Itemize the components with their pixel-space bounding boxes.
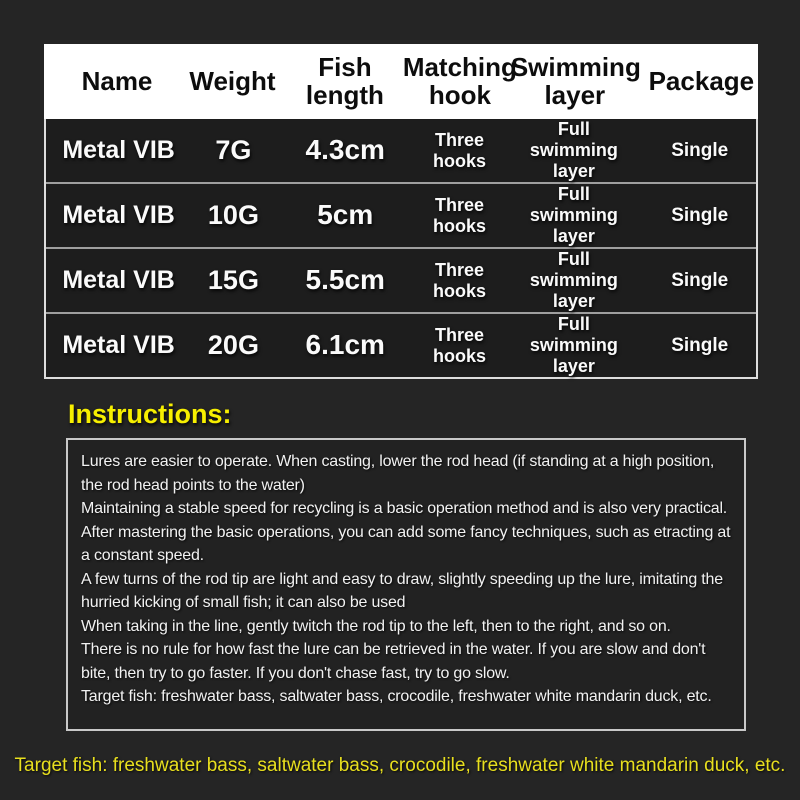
cell-text: Full swimming layer — [529, 249, 618, 311]
spec-table — [44, 44, 758, 379]
cell-weight — [191, 135, 275, 166]
instruction-paragraph: When taking in the line, gently twitch the rod tip to the left, then to the right, and so on. — [81, 617, 671, 635]
cell-swimming-layer — [504, 119, 643, 181]
cell-matching-hook — [415, 325, 504, 366]
cell-fish-length — [276, 329, 415, 361]
cell-text: Three hooks — [433, 259, 487, 301]
cell-text: Single — [671, 269, 729, 291]
table-row — [46, 184, 756, 249]
cell-fish-length — [276, 199, 415, 231]
instruction-paragraph: Target fish: freshwater bass, saltwater bass, crocodile, freshwater white mandarin duck, etc. — [81, 688, 712, 705]
cell-text: Metal VIB — [62, 266, 175, 295]
cell-name — [46, 331, 191, 360]
table-row — [46, 314, 756, 377]
spec-table-header — [44, 44, 758, 119]
cell-text: Three hooks — [433, 194, 487, 236]
cell-matching-hook — [415, 130, 504, 171]
cell-fish-length — [276, 264, 415, 296]
cell-weight — [191, 200, 275, 231]
header-label-name: Name — [81, 65, 153, 96]
cell-text: 10G — [207, 199, 259, 230]
cell-text: Full swimming layer — [529, 119, 618, 181]
cell-text: Single — [671, 139, 729, 161]
header-cell-fish-length — [275, 54, 415, 109]
instruction-paragraph: There is no rule for how fast the lure can be retrieved in the water. If you are slow and don't bite, then try to go faster. If you don't chase fast, try to go slow. — [81, 641, 706, 682]
cell-text: Single — [671, 204, 729, 226]
header-cell-swimming-layer — [505, 54, 645, 109]
cell-text: Full swimming layer — [529, 314, 618, 376]
cell-text: Three hooks — [433, 324, 487, 366]
cell-text: Metal VIB — [62, 331, 175, 360]
cell-text: Full swimming layer — [529, 184, 618, 246]
instruction-paragraph: After mastering the basic operations, you can add some fancy techniques, such as etracting at a constant speed. — [81, 523, 731, 564]
cell-name — [46, 136, 191, 165]
header-cell-package — [645, 65, 758, 96]
cell-text: 5.5cm — [305, 264, 385, 296]
header-cell-name — [44, 65, 190, 96]
cell-text: 15G — [207, 264, 259, 295]
cell-weight — [191, 330, 275, 361]
cell-swimming-layer — [504, 249, 643, 311]
cell-text: Metal VIB — [62, 136, 175, 165]
header-label-package: Package — [648, 65, 755, 96]
cell-name — [46, 266, 191, 295]
header-label-swimming-layer: Swimming layer — [510, 52, 641, 110]
table-row — [46, 249, 756, 314]
cell-text: Metal VIB — [62, 201, 175, 230]
cell-text: 7G — [215, 134, 252, 165]
cell-text: Single — [671, 334, 729, 356]
cell-text: 4.3cm — [305, 134, 385, 166]
header-label-matching-hook: Matching hook — [402, 52, 517, 110]
instruction-paragraph: A few turns of the rod tip are light and easy to draw, slightly speeding up the lure, imitating the hurried kicking of small fish; it can also be used — [81, 570, 723, 611]
cell-weight — [191, 265, 275, 296]
table-row — [46, 119, 756, 184]
header-label-weight: Weight — [189, 65, 276, 96]
cell-text: 5cm — [317, 199, 374, 231]
cell-package — [643, 335, 756, 357]
cell-text: Three hooks — [433, 129, 487, 171]
target-fish-footer: Target fish: freshwater bass, saltwater bass, crocodile, freshwater white mandarin duck, etc. — [14, 755, 786, 776]
cell-package — [643, 205, 756, 227]
instructions-box — [66, 438, 746, 731]
instruction-paragraph: Maintaining a stable speed for recycling is a basic operation method and is also very practical. — [81, 500, 728, 517]
cell-text: 6.1cm — [305, 329, 385, 361]
header-cell-matching-hook — [402, 52, 517, 110]
spec-table-body — [44, 119, 758, 379]
header-label-fish-length: Fish length — [305, 52, 384, 110]
cell-package — [643, 140, 756, 162]
cell-matching-hook — [415, 195, 504, 236]
cell-matching-hook — [415, 260, 504, 301]
instruction-paragraph: Lures are easier to operate. When casting, lower the rod head (if standing at a high position, the rod head points to the water) — [81, 453, 715, 494]
cell-package — [643, 270, 756, 292]
cell-swimming-layer — [504, 184, 643, 246]
cell-fish-length — [276, 134, 415, 166]
cell-swimming-layer — [504, 314, 643, 376]
cell-name — [46, 201, 191, 230]
cell-text: 20G — [207, 329, 259, 360]
header-cell-weight — [189, 65, 276, 96]
instructions-title: Instructions: — [68, 399, 232, 429]
